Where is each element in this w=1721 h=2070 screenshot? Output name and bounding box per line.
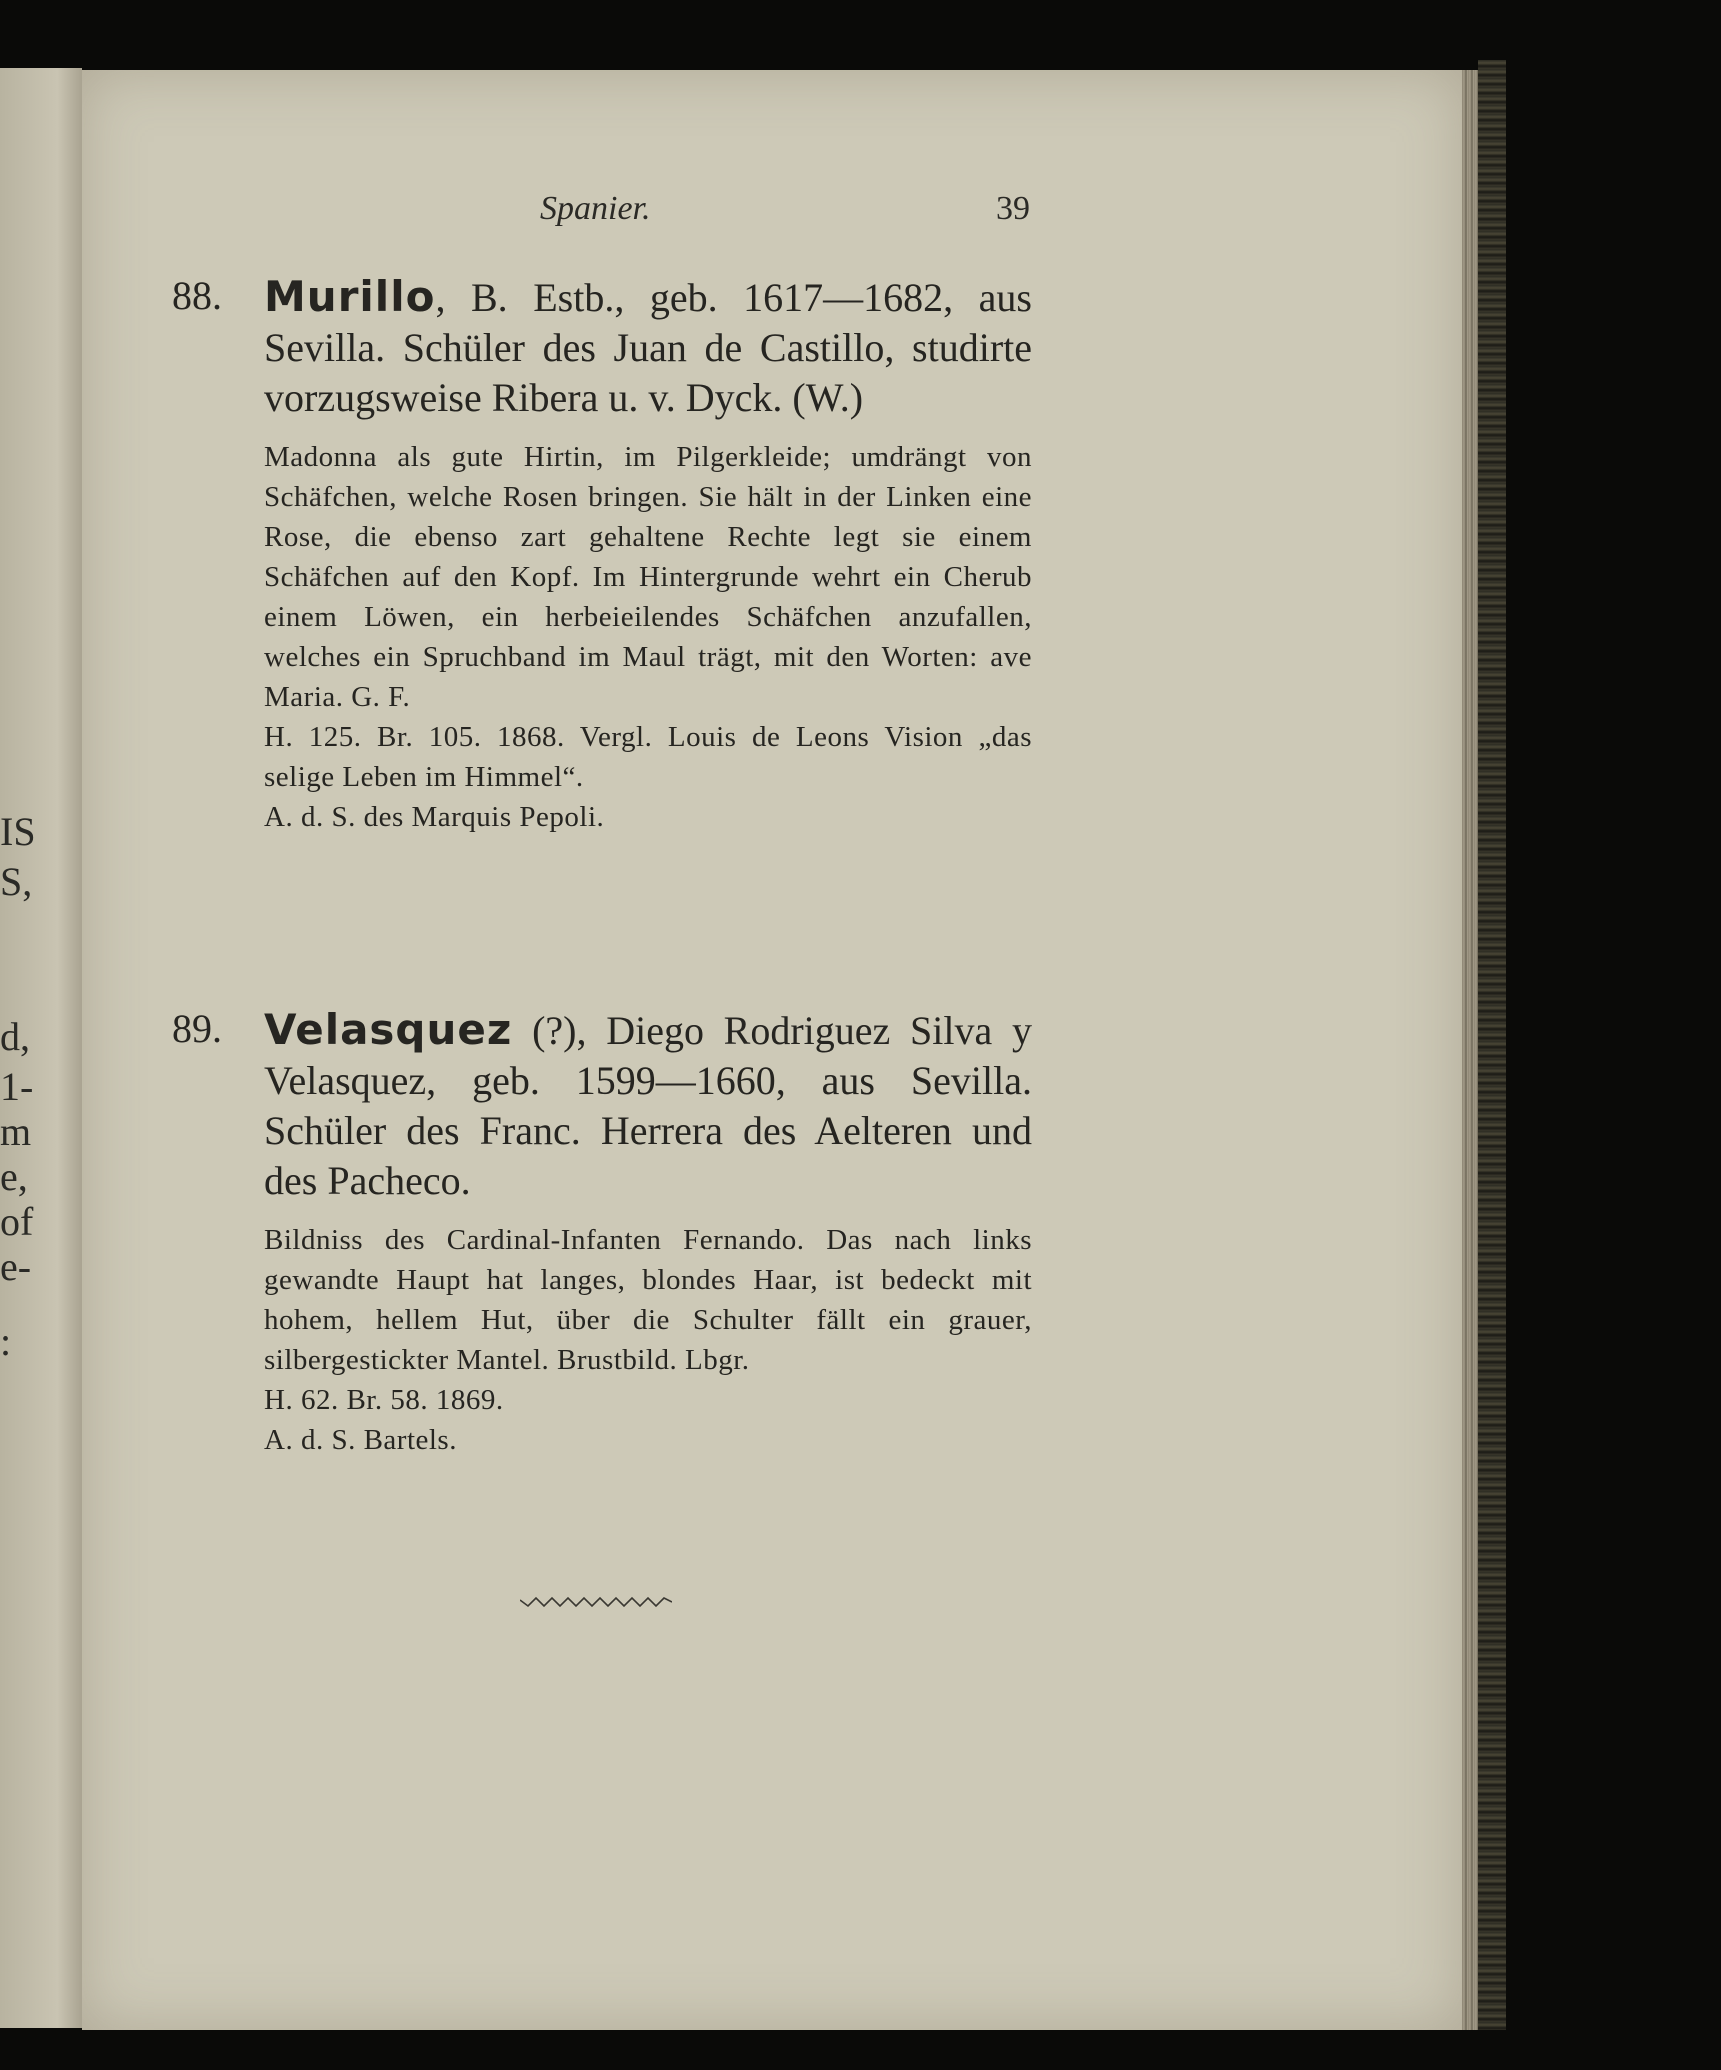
entry-number: 89. [172, 1006, 222, 1051]
entry-number: 88. [172, 273, 222, 318]
artwork-dimensions: H. 62. Br. 58. 1869. [264, 1384, 504, 1416]
left-page-fragment: 1- [0, 1064, 34, 1109]
entry-description [264, 437, 1032, 837]
artist-name: Velasquez [264, 1005, 513, 1054]
artist-details: , B. Estb., geb. 1617—1682, aus Sevilla. Schüler des Juan de Castillo, studirte vorzugsweise Ribera u. v. Dyck. (W.) [264, 275, 1032, 420]
entry-description [264, 1220, 1032, 1460]
left-page-fragment: m [0, 1109, 32, 1154]
left-page-fragment: S, [0, 859, 33, 904]
catalog-entry [172, 272, 1032, 837]
artwork-provenance: A. d. S. des Marquis Pepoli. [264, 801, 605, 833]
artwork-description: Bildniss des Cardinal-Infanten Fernando. Das nach links gewandte Haupt hat langes, blondes Haar, ist bedeckt mit hohem, hellem Hut, über die Schulter fällt ein grauer, silbergestickter Mantel. Brustbild. Lbgr. [264, 1224, 1032, 1376]
left-page-fragment: : [0, 1319, 12, 1364]
running-title: Spanier. [540, 190, 651, 227]
ornament-divider [520, 1594, 672, 1610]
entry-heading [264, 1005, 1032, 1206]
left-page-fragment: e- [0, 1244, 32, 1289]
artwork-provenance: A. d. S. Bartels. [264, 1424, 457, 1456]
page-number: 39 [996, 190, 1030, 227]
artist-details: (?), Diego Rodriguez Silva y Velasquez, geb. 1599—1660, aus Sevilla. Schüler des Franc. Herrera des Aelteren und des Pacheco. [264, 1008, 1032, 1203]
artist-name: Murillo [264, 272, 436, 321]
book-spine [1478, 60, 1506, 2030]
artwork-description: Madonna als gute Hirtin, im Pilgerkleide; umdrängt von Schäfchen, welche Rosen bringen. Sie hält in der Linken eine Rose, die ebenso zart gehaltene Rechte legt sie einem Schäfchen auf den Kopf. Im Hintergrunde wehrt ein Cherub einem Löwen, ein herbeieilendes Schäfchen anzufallen, welches ein Spruchband im Maul trägt, mit den Worten: ave Maria. G. F. [264, 441, 1032, 713]
left-page-fragment: e, [0, 1154, 28, 1199]
left-page-fragment: of [0, 1199, 34, 1244]
artwork-dimensions: H. 125. Br. 105. 1868. Vergl. Louis de Leons Vision „das selige Leben im Himmel“. [264, 721, 1032, 793]
left-page-fragment: d, [0, 1014, 30, 1059]
entry-heading [264, 272, 1032, 423]
left-page-fragment: IS [0, 809, 36, 854]
left-page-edge [0, 68, 82, 2028]
catalog-entry [172, 1005, 1032, 1460]
